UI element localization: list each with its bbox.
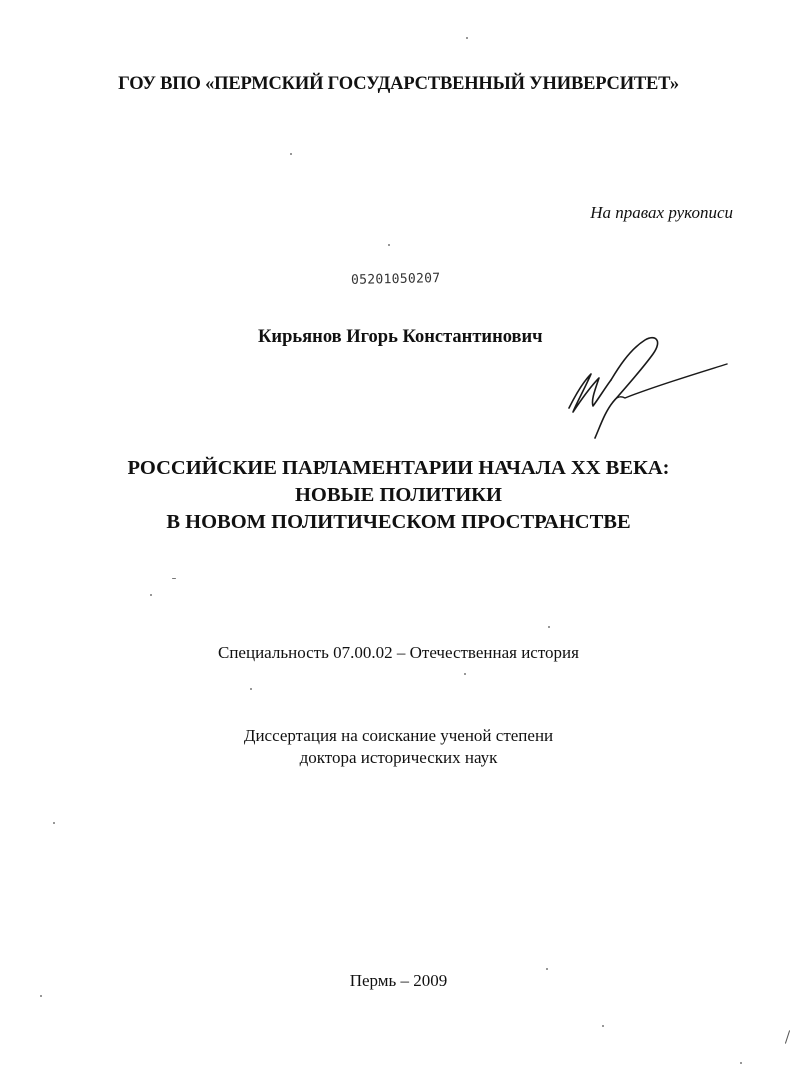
degree-line-1: Диссертация на соискание ученой степени xyxy=(243,726,554,745)
scan-speck xyxy=(150,594,152,596)
scan-speck xyxy=(602,1025,604,1027)
institution-name: ГОУ ВПО «ПЕРМСКИЙ ГОСУДАРСТВЕННЫЙ УНИВЕРСИТЕТ» xyxy=(118,74,679,94)
scan-speck xyxy=(464,673,466,675)
scan-speck xyxy=(290,153,292,155)
title-line-3: В НОВОМ ПОЛИТИЧЕСКОМ ПРОСТРАНСТВЕ xyxy=(166,511,631,533)
scan-speck xyxy=(548,626,550,628)
scan-speck xyxy=(546,968,548,970)
author-name: Кирьянов Игорь Константинович xyxy=(258,327,543,347)
scan-speck xyxy=(250,688,252,690)
scan-speck xyxy=(40,995,42,997)
degree-line-2: доктора исторических наук xyxy=(299,748,498,767)
catalog-number: 05201050207 xyxy=(350,271,441,288)
scan-speck xyxy=(466,37,468,39)
degree-statement xyxy=(0,725,797,769)
author-signature xyxy=(555,330,735,445)
scan-speck xyxy=(53,822,55,824)
scan-speck xyxy=(785,1030,790,1044)
dissertation-title xyxy=(0,455,797,536)
manuscript-note: На правах рукописи xyxy=(590,203,733,222)
city-year: Пермь – 2009 xyxy=(349,971,448,990)
scan-speck xyxy=(740,1062,742,1064)
scan-speck xyxy=(172,578,176,579)
title-line-2: НОВЫЕ ПОЛИТИКИ xyxy=(294,484,502,506)
specialty: Специальность 07.00.02 – Отечественная история xyxy=(218,643,579,662)
title-line-1: РОССИЙСКИЕ ПАРЛАМЕНТАРИИ НАЧАЛА XX ВЕКА: xyxy=(127,457,670,479)
scan-speck xyxy=(388,244,390,246)
